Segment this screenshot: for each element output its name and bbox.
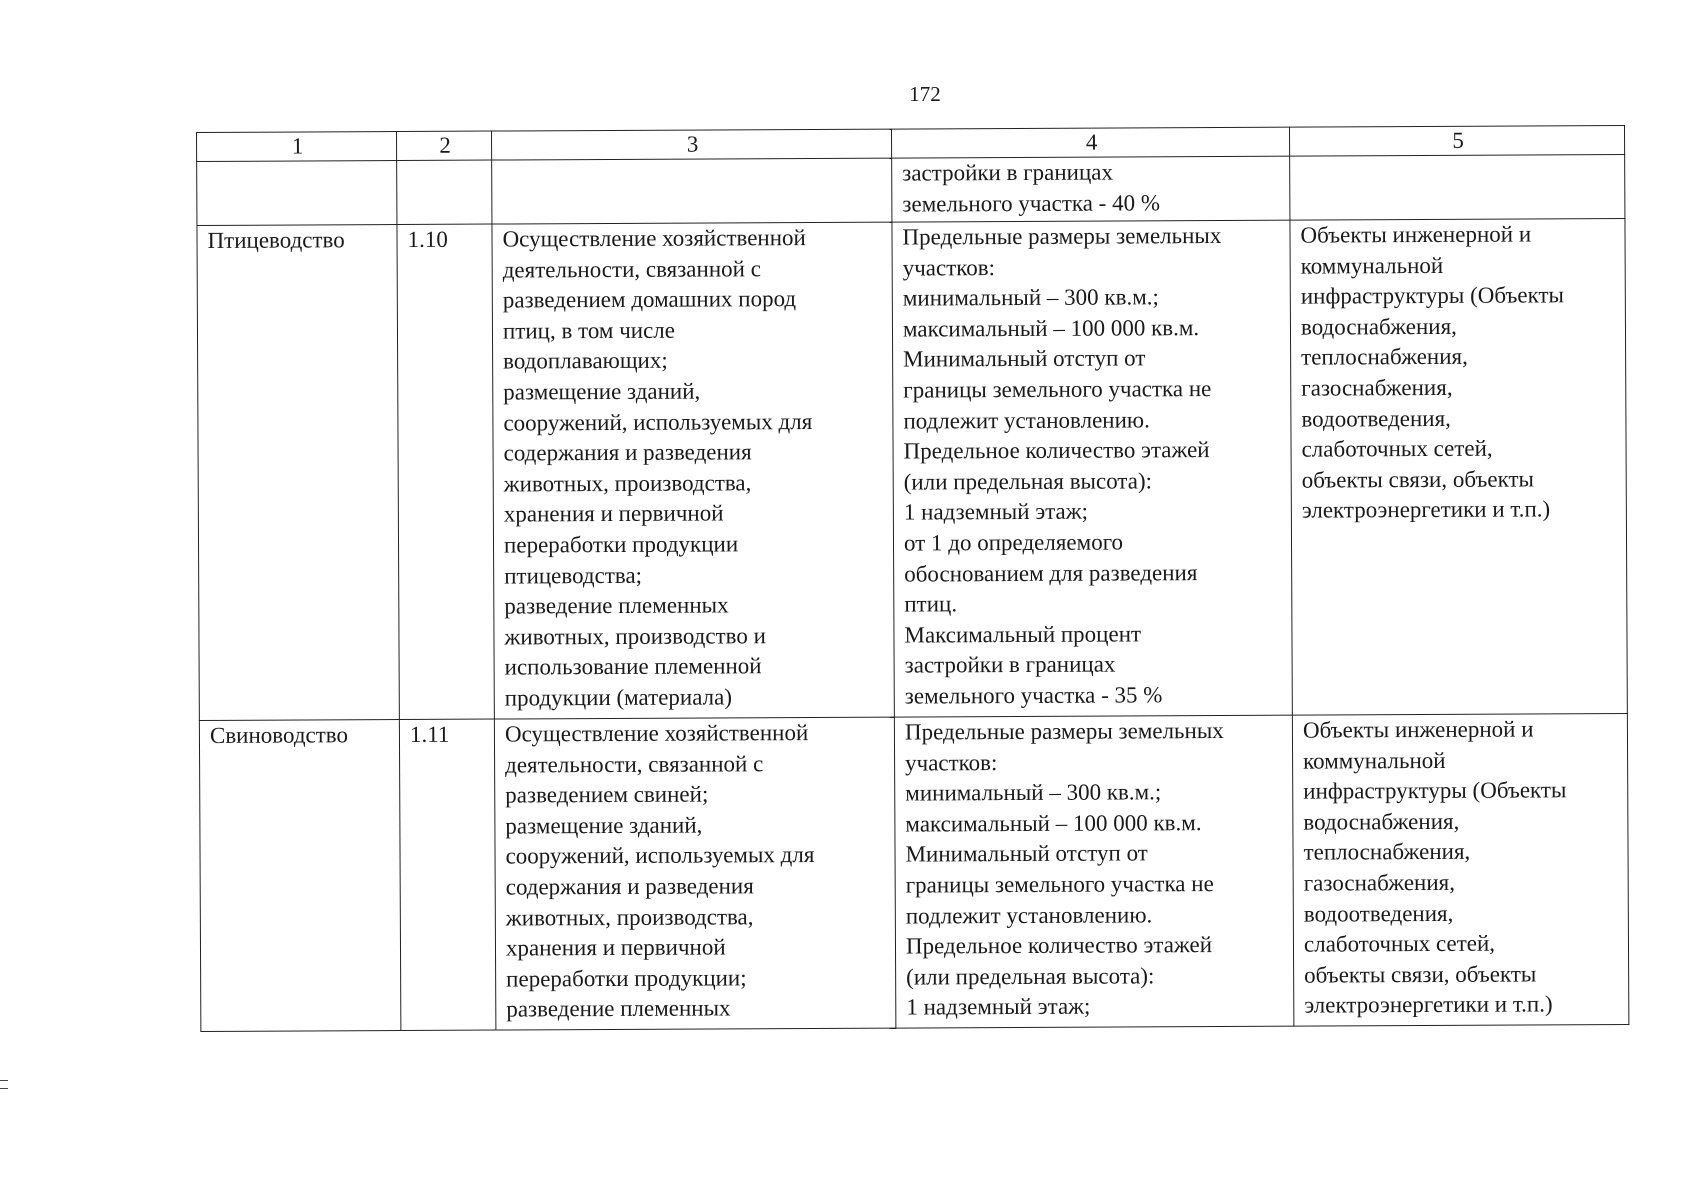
page-number: 172	[909, 82, 941, 106]
header-cell-1: 1	[197, 132, 397, 162]
header-cell-4: 4	[891, 127, 1289, 158]
use-description-cell: Осуществление хозяйственной деятельности, связанной с разведением свиней; размещение зданий, сооружений, используемых для содержания и разведения животных, производства, хранения и первичной переработки продукции; разведение племенных	[494, 717, 896, 1030]
use-code-cell	[397, 160, 492, 224]
parameters-cell: Предельные размеры земельных участков: минимальный – 300 кв.м.; максимальный – 100 000 кв.м. Минимальный отступ от границы земельного участка не подлежит установлению. Предельное количество этажей (или предельная высота): 1 надземный этаж;	[894, 715, 1294, 1028]
header-cell-3: 3	[491, 129, 891, 160]
use-code-cell: 1.10	[397, 224, 494, 719]
objects-cell: Объекты инженерной и коммунальной инфраструктуры (Объекты водоснабжения, теплоснабжения, газоснабжения, водоотведения, слаботочных сетей, объекты связи, объекты электроэнергетики и т.п.)	[1290, 219, 1627, 716]
use-description-cell	[492, 158, 892, 224]
objects-cell: Объекты инженерной и коммунальной инфраструктуры (Объекты водоснабжения, теплоснабжения, газоснабжения, водоотведения, слаботочных сетей, объекты связи, объекты электроэнергетики и т.п.)	[1292, 714, 1629, 1027]
use-name-cell	[197, 161, 397, 226]
header-cell-5: 5	[1289, 126, 1624, 157]
table-row	[197, 155, 1625, 226]
land-use-table	[196, 125, 1629, 1032]
table-row	[199, 714, 1629, 1032]
header-cell-2: 2	[397, 131, 492, 160]
scan-edge-mark	[0, 1080, 8, 1089]
use-name-cell: Птицеводство	[197, 225, 399, 721]
use-description-cell: Осуществление хозяйственной деятельности, связанной с разведением домашних пород птиц, в том числе водоплавающих; размещение зданий, сооружений, используемых для содержания и разведения животных, производства, хранения и первичной переработки продукции птицеводства; разведение племенных животных, производство и использование племенной продукции (материала)	[492, 222, 894, 719]
objects-cell	[1290, 155, 1625, 221]
parameters-cell: Предельные размеры земельных участков: минимальный – 300 кв.м.; максимальный – 100 000 кв.м. Минимальный отступ от границы земельного участка не подлежит установлению. Предельное количество этажей (или предельная высота): 1 надземный этаж; от 1 до определяемого обоснованием для разведения птиц. Максимальный процент застройки в границах земельного участка - 35 %	[892, 220, 1292, 717]
table-row	[197, 219, 1627, 721]
use-code-cell: 1.11	[399, 719, 496, 1030]
use-name-cell: Свиноводство	[199, 720, 401, 1032]
parameters-cell: застройки в границах земельного участка - 40 %	[892, 156, 1290, 222]
